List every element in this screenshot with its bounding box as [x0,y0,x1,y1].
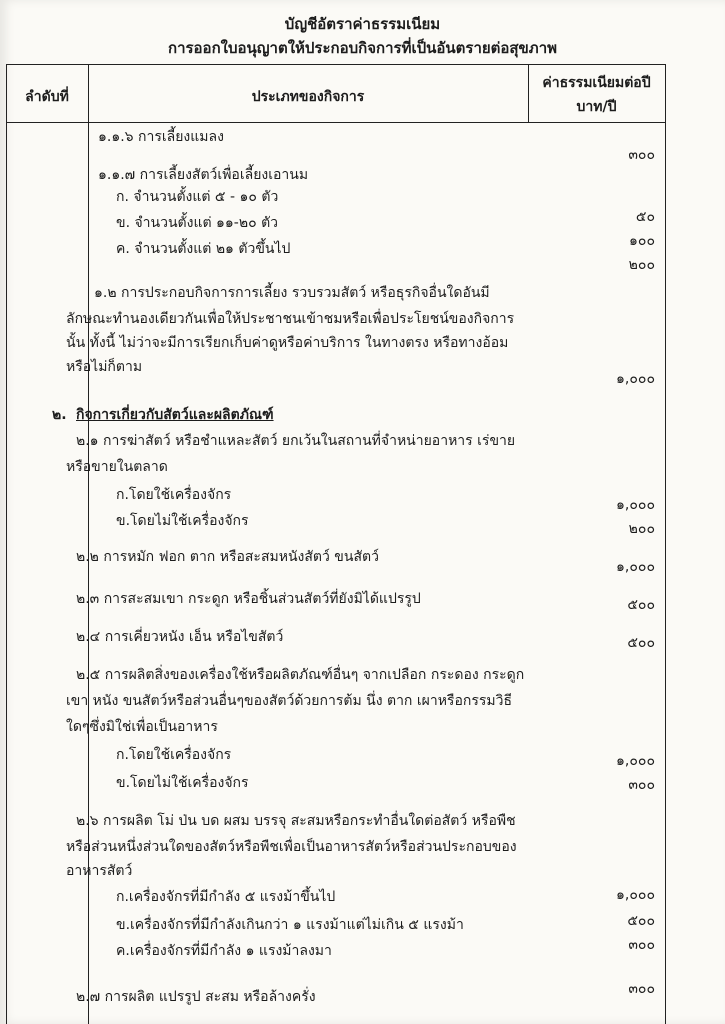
header-business-type: ประเภทของกิจการ [251,89,365,105]
row-text: ๑.๑.๗ การเลี้ยงสัตว์เพื่อเลี้ยงเอานม [98,167,309,183]
document-title: บัญชีอัตราค่าธรรมเนียม [284,15,441,33]
row-fee: ๓๐๐ [628,981,655,997]
row-text: หรือขายในตลาด [66,459,168,475]
row-fee: ๒๐๐ [628,521,655,537]
row-text: ข.โดยไม่ใช้เครื่องจักร [116,513,249,529]
row-text: ข.โดยไม่ใช้เครื่องจักร [116,775,249,791]
row-text: หรือส่วนหนึ่งส่วนใดของสัตว์หรือพืชเพื่อเป็นอาหารสัตว์หรือส่วนประกอบของ [66,839,517,855]
row-fee: ๕๐๐ [627,635,655,651]
section-number: ๒. [52,407,67,423]
row-fee: ๓๐๐ [628,937,655,953]
table-right-border [665,64,666,1024]
row-text: ก.โดยใช้เครื่องจักร [116,747,232,763]
row-text: ๒.๖ การผลิต โม่ ป่น บด ผสม บรรจุ สะสมหรือกระทำอื่นใดต่อสัตว์ หรือพืช [76,813,516,829]
row-text: ลักษณะทำนองเดียวกันเพื่อให้ประชาชนเข้าชมหรือเพื่อประโยชน์ของกิจการ [66,311,515,327]
row-fee: ๑,๐๐๐ [616,497,655,513]
row-text: ก. จำนวนตั้งแต่ ๕ - ๑๐ ตัว [116,189,279,205]
header-fee-line2: บาท/ปี [576,99,617,115]
row-fee: ๕๐๐ [627,913,655,929]
row-text: ๒.๒ การหมัก ฟอก ตาก หรือสะสมหนังสัตว์ ขนสัตว์ [76,549,379,565]
row-text: ข.เครื่องจักรที่มีกำลังเกินกว่า ๑ แรงม้าแต่ไม่เกิน ๕ แรงม้า [116,917,464,933]
row-text: ๒.๕ การผลิตสิ่งของเครื่องใช้หรือผลิตภัณฑ์อื่นๆ จากเปลือก กระดอง กระดูก [76,667,525,683]
row-fee: ๑,๐๐๐ [616,753,655,769]
row-text: ๒.๗ การผลิต แปรรูป สะสม หรือล้างครั่ง [76,989,316,1005]
row-text: หรือไม่ก็ตาม [66,359,143,375]
row-fee: ๑,๐๐๐ [616,887,655,903]
row-fee: ๑,๐๐๐ [616,559,655,575]
row-fee: ๓๐๐ [628,147,655,163]
row-text: ก.เครื่องจักรที่มีกำลัง ๕ แรงม้าขึ้นไป [116,889,336,905]
document-subtitle: การออกใบอนุญาตให้ประกอบกิจการที่เป็นอันตรายต่อสุขภาพ [167,39,558,57]
row-text: ๒.๑ การฆ่าสัตว์ หรือชำแหละสัตว์ ยกเว้นในสถานที่จำหน่ายอาหาร เร่ขาย [76,433,516,449]
row-text: นั้น ทั้งนี้ ไม่ว่าจะมีการเรียกเก็บค่าดูหรือค่าบริการ ในทางตรง หรือทางอ้อม [66,335,509,351]
row-fee: ๓๐๐ [628,777,655,793]
row-text: ค.เครื่องจักรที่มีกำลัง ๑ แรงม้าลงมา [116,943,332,959]
row-text: ๒.๔ การเคี่ยวหนัง เอ็น หรือไขสัตว์ [76,629,284,645]
row-text: ก.โดยใช้เครื่องจักร [116,487,232,503]
row-fee: ๑๐๐ [629,233,655,249]
row-text: ๑.๒ การประกอบกิจการการเลี้ยง รวบรวมสัตว์ หรือธุรกิจอื่นใดอันมี [94,285,490,301]
row-fee: ๕๐ [635,209,655,225]
row-text: ๒.๓ การสะสมเขา กระดูก หรือชิ้นส่วนสัตว์ที่ยังมิได้แปรรูป [76,591,421,607]
header-fee-line1: ค่าธรรมเนียมต่อปี [542,75,651,91]
row-text: เขา หนัง ขนสัตว์หรือส่วนอื่นๆของสัตว์ด้วยการต้ม นึ่ง ตาก เผาหรือกรรมวิธี [66,693,513,709]
table-top-border [6,64,666,65]
row-text: ข. จำนวนตั้งแต่ ๑๑-๒๐ ตัว [116,215,279,231]
row-text: อาหารสัตว์ [66,863,133,879]
header-order: ลำดับที่ [25,89,69,105]
row-text: ใดๆซึ่งมิใช่เพื่อเป็นอาหาร [66,719,218,735]
row-fee: ๒๐๐ [628,257,655,273]
row-fee: ๑,๐๐๐ [616,371,655,387]
header-bottom-border [6,122,666,123]
row-text: ค. จำนวนตั้งแต่ ๒๑ ตัวขึ้นไป [116,241,291,257]
row-text: ๑.๑.๖ การเลี้ยงแมลง [98,129,224,145]
row-fee: ๕๐๐ [627,597,655,613]
section-heading: กิจการเกี่ยวกับสัตว์และผลิตภัณฑ์ [76,407,274,423]
